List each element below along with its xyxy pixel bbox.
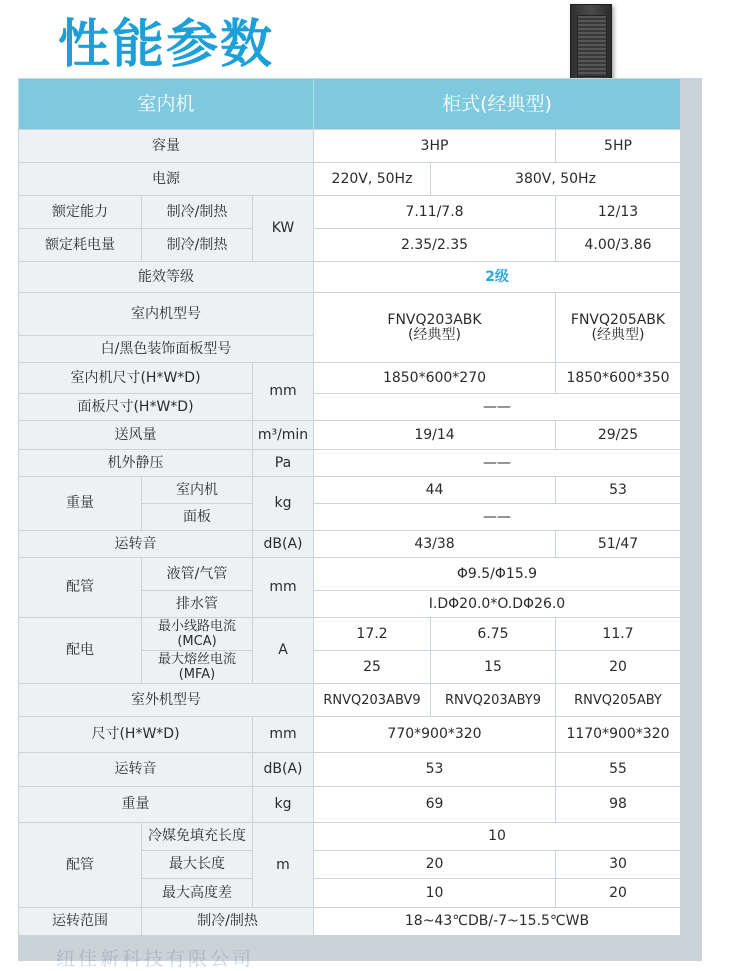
value-indoor-size-3hp: 1850*600*270 — [314, 363, 555, 393]
value-mca-1: 17.2 — [314, 618, 430, 650]
value-mfa-2: 15 — [431, 651, 555, 683]
value-operating-range: 18~43℃DB/-7~15.5℃WB — [314, 908, 680, 935]
model-5hp-sub: (经典型) — [591, 326, 645, 343]
value-model-3hp — [314, 293, 555, 362]
model-3hp-name: FNVQ203ABK — [387, 311, 482, 328]
label-outdoor-kg: kg — [253, 787, 313, 822]
label-size-mm: mm — [253, 363, 313, 420]
label-charge-free-length: 冷媒免填充长度 — [142, 823, 252, 850]
label-indoor-size: 室内机尺寸(H*W*D) — [19, 363, 252, 393]
label-outdoor-size: 尺寸(H*W*D) — [19, 717, 252, 752]
label-drain-pipe: 排水管 — [142, 591, 252, 617]
label-outdoor-model: 室外机型号 — [19, 684, 313, 716]
label-indoor-model: 室内机型号 — [19, 293, 313, 335]
value-airflow-3hp: 19/14 — [314, 421, 555, 449]
value-liquid-gas: Φ9.5/Φ15.9 — [314, 558, 680, 590]
label-pa: Pa — [253, 450, 313, 476]
value-mca-2: 6.75 — [431, 618, 555, 650]
label-kw: KW — [253, 196, 313, 261]
label-liquid-gas-pipe: 液管/气管 — [142, 558, 252, 590]
label-cool-heat-2: 制冷/制热 — [142, 229, 252, 261]
value-weight-panel: —— — [314, 504, 680, 530]
value-drain: I.DΦ20.0*O.DΦ26.0 — [314, 591, 680, 617]
label-noise: 运转音 — [19, 531, 252, 557]
label-max-height-diff: 最大高度差 — [142, 879, 252, 907]
label-piping: 配管 — [19, 558, 141, 617]
value-rated-power-5hp: 4.00/3.86 — [556, 229, 680, 261]
value-outdoor-model-3: RNVQ205ABY — [556, 684, 680, 716]
label-db: dB(A) — [253, 531, 313, 557]
value-mfa-1: 25 — [314, 651, 430, 683]
label-weight: 重量 — [19, 477, 141, 530]
value-model-5hp — [556, 293, 680, 362]
label-weight-panel: 面板 — [142, 504, 252, 530]
label-outdoor-noise: 运转音 — [19, 753, 252, 786]
label-outdoor-weight: 重量 — [19, 787, 252, 822]
label-rated-capacity: 额定能力 — [19, 196, 141, 228]
value-outdoor-noise-5hp: 55 — [556, 753, 680, 786]
value-rated-capacity-5hp: 12/13 — [556, 196, 680, 228]
value-noise-3hp: 43/38 — [314, 531, 555, 557]
cabinet-panel — [577, 15, 607, 77]
value-max-height-3hp: 10 — [314, 879, 555, 907]
value-panel-size: —— — [314, 394, 680, 420]
label-mca: 最小线路电流(MCA) — [142, 618, 252, 650]
value-outdoor-noise-3hp: 53 — [314, 753, 555, 786]
label-wiring: 配电 — [19, 618, 141, 683]
watermark: 纽佳新科技有限公司 — [56, 948, 255, 970]
label-capacity: 容量 — [19, 130, 313, 162]
value-capacity-5hp: 5HP — [556, 130, 680, 162]
value-outdoor-model-2: RNVQ203ABY9 — [431, 684, 555, 716]
label-efficiency-grade: 能效等级 — [19, 262, 313, 292]
value-efficiency-grade: 2级 — [314, 262, 680, 292]
label-kg: kg — [253, 477, 313, 530]
value-indoor-size-5hp: 1850*600*350 — [556, 363, 680, 393]
value-outdoor-size-3hp: 770*900*320 — [314, 717, 555, 752]
label-max-length: 最大长度 — [142, 851, 252, 878]
value-mca-3: 11.7 — [556, 618, 680, 650]
label-rated-power: 额定耗电量 — [19, 229, 141, 261]
value-max-height-5hp: 20 — [556, 879, 680, 907]
value-static-pressure: —— — [314, 450, 680, 476]
header-indoor-unit: 室内机 — [19, 79, 313, 129]
value-rated-power-3hp: 2.35/2.35 — [314, 229, 555, 261]
label-airflow-unit: m³/min — [253, 421, 313, 449]
value-weight-indoor-5hp: 53 — [556, 477, 680, 503]
value-max-length-5hp: 30 — [556, 851, 680, 878]
label-airflow: 送风量 — [19, 421, 252, 449]
label-a: A — [253, 618, 313, 683]
value-weight-indoor-3hp: 44 — [314, 477, 555, 503]
label-heat-cool: 制冷/制热 — [142, 908, 313, 935]
value-max-length-3hp: 20 — [314, 851, 555, 878]
page-title: 性能参数 — [58, 15, 275, 75]
value-airflow-5hp: 29/25 — [556, 421, 680, 449]
label-m: m — [253, 823, 313, 907]
label-operating-range: 运转范围 — [19, 908, 141, 935]
value-outdoor-model-1: RNVQ203ABV9 — [314, 684, 430, 716]
model-5hp-name: FNVQ205ABK — [570, 311, 666, 328]
label-mfa: 最大熔丝电流(MFA) — [142, 651, 252, 683]
label-outdoor-db: dB(A) — [253, 753, 313, 786]
spec-table — [18, 78, 702, 961]
value-outdoor-weight-3hp: 69 — [314, 787, 555, 822]
value-outdoor-weight-5hp: 98 — [556, 787, 680, 822]
value-mfa-3: 20 — [556, 651, 680, 683]
value-rated-capacity-3hp: 7.11/7.8 — [314, 196, 555, 228]
value-capacity-3hp: 3HP — [314, 130, 555, 162]
header-cabinet-type: 柜式(经典型) — [314, 79, 680, 129]
label-piping-mm: mm — [253, 558, 313, 617]
value-power-220: 220V, 50Hz — [314, 163, 430, 195]
label-panel-model: 白/黑色装饰面板型号 — [19, 336, 313, 362]
value-power-380: 380V, 50Hz — [431, 163, 680, 195]
label-outdoor-size-mm: mm — [253, 717, 313, 752]
label-power-supply: 电源 — [19, 163, 313, 195]
model-3hp-sub: (经典型) — [408, 326, 461, 343]
value-noise-5hp: 51/47 — [556, 531, 680, 557]
label-static-pressure: 机外静压 — [19, 450, 252, 476]
label-cool-heat-1: 制冷/制热 — [142, 196, 252, 228]
label-panel-size: 面板尺寸(H*W*D) — [19, 394, 252, 420]
label-weight-indoor: 室内机 — [142, 477, 252, 503]
label-outdoor-piping: 配管 — [19, 823, 141, 907]
value-outdoor-size-5hp: 1170*900*320 — [556, 717, 680, 752]
value-charge-free: 10 — [314, 823, 680, 850]
